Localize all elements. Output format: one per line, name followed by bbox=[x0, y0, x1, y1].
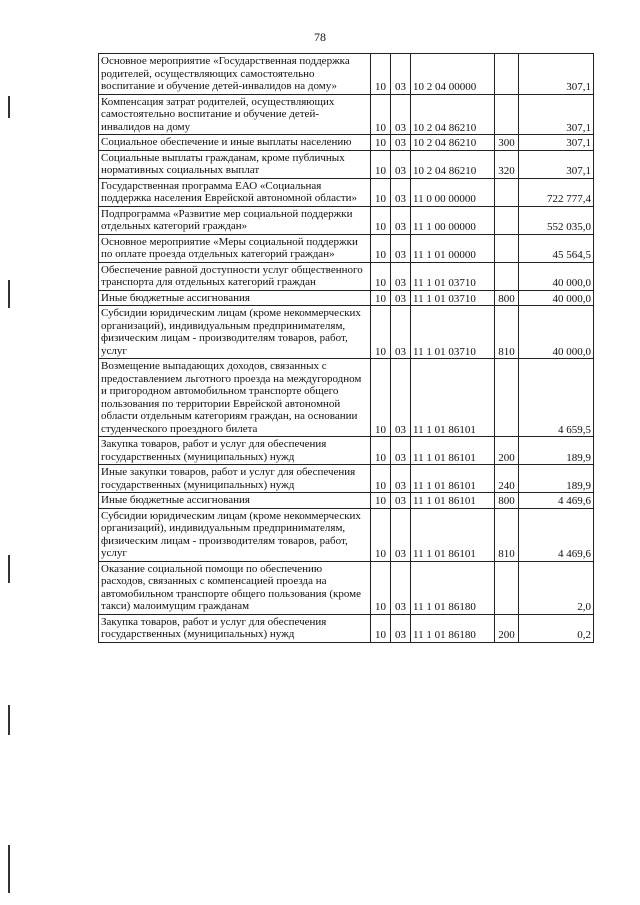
amount: 307,1 bbox=[519, 54, 594, 95]
target-article-code: 11 1 00 00000 bbox=[411, 206, 495, 234]
expense-type-code bbox=[495, 206, 519, 234]
table-row bbox=[99, 508, 594, 561]
subsection-code: 03 bbox=[391, 150, 411, 178]
section-code: 10 bbox=[371, 150, 391, 178]
amount: 4 469,6 bbox=[519, 493, 594, 509]
target-article-code: 11 1 01 03710 bbox=[411, 262, 495, 290]
table-row bbox=[99, 150, 594, 178]
expense-type-code: 240 bbox=[495, 465, 519, 493]
amount: 307,1 bbox=[519, 135, 594, 151]
amount: 189,9 bbox=[519, 465, 594, 493]
table-row bbox=[99, 359, 594, 437]
margin-mark bbox=[8, 280, 10, 308]
expense-type-code: 200 bbox=[495, 614, 519, 642]
table-row bbox=[99, 306, 594, 359]
row-name: Обеспечение равной доступности услуг общественного транспорта для отдельных категорий граждан bbox=[99, 262, 371, 290]
subsection-code: 03 bbox=[391, 94, 411, 135]
table-row bbox=[99, 493, 594, 509]
expense-type-code bbox=[495, 262, 519, 290]
table-row bbox=[99, 561, 594, 614]
table-row bbox=[99, 54, 594, 95]
section-code: 10 bbox=[371, 290, 391, 306]
amount: 307,1 bbox=[519, 94, 594, 135]
subsection-code: 03 bbox=[391, 54, 411, 95]
row-name: Оказание социальной помощи по обеспечению расходов, связанных с компенсацией проезда на автомобильном транспорте общего пользования (кроме такси) малоимущим гражданам bbox=[99, 561, 371, 614]
subsection-code: 03 bbox=[391, 306, 411, 359]
target-article-code: 11 1 01 86180 bbox=[411, 561, 495, 614]
table-row bbox=[99, 614, 594, 642]
expense-type-code bbox=[495, 359, 519, 437]
row-name: Государственная программа ЕАО «Социальная поддержка населения Еврейской автономной области» bbox=[99, 178, 371, 206]
section-code: 10 bbox=[371, 508, 391, 561]
amount: 552 035,0 bbox=[519, 206, 594, 234]
expense-type-code bbox=[495, 561, 519, 614]
section-code: 10 bbox=[371, 54, 391, 95]
subsection-code: 03 bbox=[391, 359, 411, 437]
table-row bbox=[99, 262, 594, 290]
target-article-code: 11 1 01 86101 bbox=[411, 465, 495, 493]
budget-table-body bbox=[99, 54, 594, 643]
amount: 4 659,5 bbox=[519, 359, 594, 437]
target-article-code: 10 2 04 86210 bbox=[411, 150, 495, 178]
amount: 40 000,0 bbox=[519, 306, 594, 359]
amount: 189,9 bbox=[519, 437, 594, 465]
expense-type-code: 800 bbox=[495, 290, 519, 306]
section-code: 10 bbox=[371, 614, 391, 642]
margin-mark bbox=[8, 96, 10, 118]
expense-type-code: 800 bbox=[495, 493, 519, 509]
section-code: 10 bbox=[371, 135, 391, 151]
target-article-code: 11 1 01 86180 bbox=[411, 614, 495, 642]
amount: 307,1 bbox=[519, 150, 594, 178]
section-code: 10 bbox=[371, 359, 391, 437]
subsection-code: 03 bbox=[391, 206, 411, 234]
amount: 40 000,0 bbox=[519, 290, 594, 306]
amount: 40 000,0 bbox=[519, 262, 594, 290]
subsection-code: 03 bbox=[391, 178, 411, 206]
expense-type-code bbox=[495, 178, 519, 206]
table-row bbox=[99, 135, 594, 151]
section-code: 10 bbox=[371, 561, 391, 614]
target-article-code: 11 1 01 03710 bbox=[411, 290, 495, 306]
margin-mark bbox=[8, 555, 10, 583]
row-name: Иные закупки товаров, работ и услуг для обеспечения государственных (муниципальных) нужд bbox=[99, 465, 371, 493]
section-code: 10 bbox=[371, 493, 391, 509]
expense-type-code: 200 bbox=[495, 437, 519, 465]
budget-table bbox=[98, 53, 594, 643]
margin-mark bbox=[8, 705, 10, 735]
section-code: 10 bbox=[371, 306, 391, 359]
expense-type-code: 300 bbox=[495, 135, 519, 151]
expense-type-code bbox=[495, 234, 519, 262]
subsection-code: 03 bbox=[391, 437, 411, 465]
section-code: 10 bbox=[371, 178, 391, 206]
subsection-code: 03 bbox=[391, 493, 411, 509]
amount: 45 564,5 bbox=[519, 234, 594, 262]
row-name: Иные бюджетные ассигнования bbox=[99, 493, 371, 509]
amount: 0,2 bbox=[519, 614, 594, 642]
target-article-code: 11 1 01 03710 bbox=[411, 306, 495, 359]
target-article-code: 11 1 01 86101 bbox=[411, 359, 495, 437]
subsection-code: 03 bbox=[391, 561, 411, 614]
target-article-code: 10 2 04 86210 bbox=[411, 135, 495, 151]
table-row bbox=[99, 94, 594, 135]
target-article-code: 11 0 00 00000 bbox=[411, 178, 495, 206]
subsection-code: 03 bbox=[391, 234, 411, 262]
row-name: Социальное обеспечение и иные выплаты населению bbox=[99, 135, 371, 151]
row-name: Основное мероприятие «Государственная поддержка родителей, осуществляющих самостоятельно воспитание и обучение детей-инвалидов на дому» bbox=[99, 54, 371, 95]
row-name: Подпрограмма «Развитие мер социальной поддержки отдельных категорий граждан» bbox=[99, 206, 371, 234]
target-article-code: 11 1 01 86101 bbox=[411, 508, 495, 561]
table-row bbox=[99, 234, 594, 262]
row-name: Возмещение выпадающих доходов, связанных с предоставлением льготного проезда на междугородном и пригородном автомобильном транспорте общего пользования по территории Еврейской автономной области отдельным категориям граждан, на основании студенческого проездного билета bbox=[99, 359, 371, 437]
subsection-code: 03 bbox=[391, 614, 411, 642]
target-article-code: 10 2 04 00000 bbox=[411, 54, 495, 95]
row-name: Основное мероприятие «Меры социальной поддержки по оплате проезда отдельных категорий граждан» bbox=[99, 234, 371, 262]
subsection-code: 03 bbox=[391, 262, 411, 290]
section-code: 10 bbox=[371, 94, 391, 135]
target-article-code: 11 1 01 86101 bbox=[411, 437, 495, 465]
row-name: Закупка товаров, работ и услуг для обеспечения государственных (муниципальных) нужд bbox=[99, 614, 371, 642]
expense-type-code bbox=[495, 54, 519, 95]
table-row bbox=[99, 437, 594, 465]
table-row bbox=[99, 178, 594, 206]
target-article-code: 11 1 01 00000 bbox=[411, 234, 495, 262]
section-code: 10 bbox=[371, 437, 391, 465]
section-code: 10 bbox=[371, 465, 391, 493]
subsection-code: 03 bbox=[391, 465, 411, 493]
amount: 4 469,6 bbox=[519, 508, 594, 561]
margin-mark bbox=[8, 845, 10, 893]
section-code: 10 bbox=[371, 234, 391, 262]
expense-type-code bbox=[495, 94, 519, 135]
table-row bbox=[99, 290, 594, 306]
target-article-code: 11 1 01 86101 bbox=[411, 493, 495, 509]
amount: 722 777,4 bbox=[519, 178, 594, 206]
row-name: Социальные выплаты гражданам, кроме публичных нормативных социальных выплат bbox=[99, 150, 371, 178]
expense-type-code: 810 bbox=[495, 306, 519, 359]
row-name: Иные бюджетные ассигнования bbox=[99, 290, 371, 306]
subsection-code: 03 bbox=[391, 290, 411, 306]
section-code: 10 bbox=[371, 262, 391, 290]
row-name: Субсидии юридическим лицам (кроме некоммерческих организаций), индивидуальным предпринимателям, физическим лицам - производителям товаров, работ, услуг bbox=[99, 306, 371, 359]
expense-type-code: 320 bbox=[495, 150, 519, 178]
table-row bbox=[99, 465, 594, 493]
row-name: Компенсация затрат родителей, осуществляющих самостоятельно воспитание и обучение детей-инвалидов на дому bbox=[99, 94, 371, 135]
subsection-code: 03 bbox=[391, 135, 411, 151]
section-code: 10 bbox=[371, 206, 391, 234]
expense-type-code: 810 bbox=[495, 508, 519, 561]
table-row bbox=[99, 206, 594, 234]
target-article-code: 10 2 04 86210 bbox=[411, 94, 495, 135]
row-name: Закупка товаров, работ и услуг для обеспечения государственных (муниципальных) нужд bbox=[99, 437, 371, 465]
amount: 2,0 bbox=[519, 561, 594, 614]
row-name: Субсидии юридическим лицам (кроме некоммерческих организаций), индивидуальным предпринимателям, физическим лицам - производителям товаров, работ, услуг bbox=[99, 508, 371, 561]
subsection-code: 03 bbox=[391, 508, 411, 561]
page-number: 78 bbox=[314, 30, 326, 44]
